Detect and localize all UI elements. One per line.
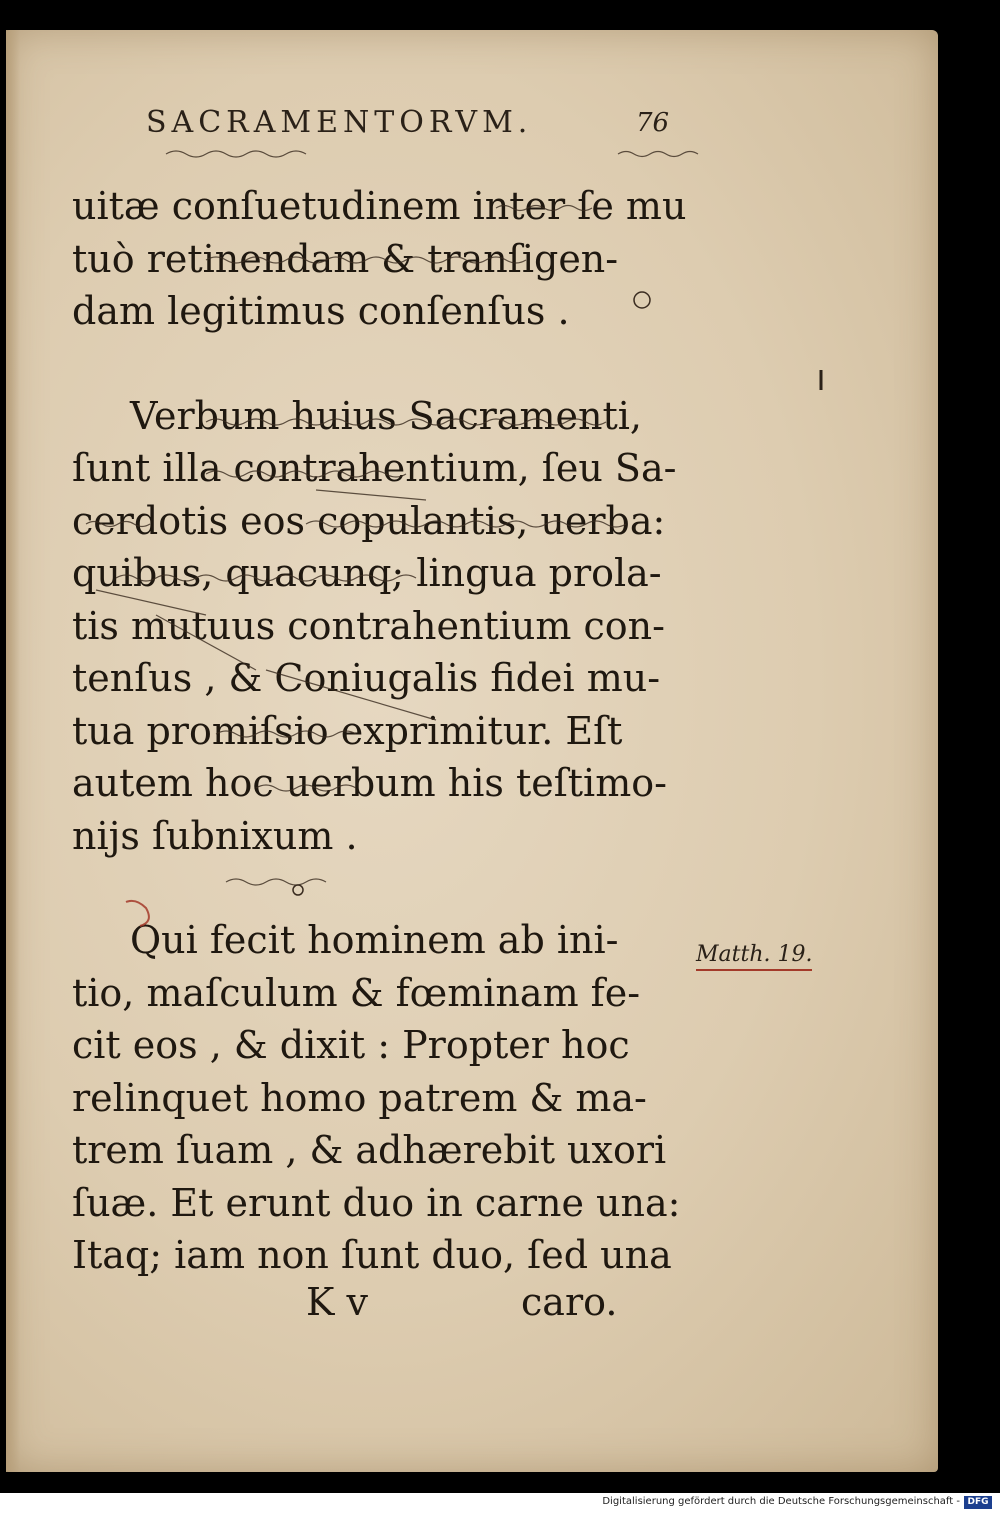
folio-number: 76 bbox=[636, 108, 670, 138]
text-line: tis mutuus contrahentium con- bbox=[72, 603, 665, 648]
interlinear-gloss bbox=[256, 785, 356, 791]
interlinear-gloss bbox=[306, 521, 626, 527]
ink-loop bbox=[293, 885, 303, 895]
underline-stroke bbox=[156, 615, 256, 670]
interlinear-gloss bbox=[618, 152, 698, 157]
ink-loop bbox=[634, 292, 650, 308]
text-line: Qui fecit hominem ab ini- bbox=[130, 918, 619, 962]
text-line: relinquet homo patrem & ma- bbox=[72, 1075, 647, 1120]
underline-stroke bbox=[316, 490, 426, 500]
footer-bar bbox=[0, 1493, 1000, 1513]
text-line: autem hoc uerbum his teſtimo- bbox=[72, 761, 667, 805]
marginal-note: Matth. 19. bbox=[696, 942, 812, 971]
book-page bbox=[6, 30, 938, 1472]
catchword: caro. bbox=[521, 1280, 618, 1324]
text-line: tua promiſsio exprimitur. Eſt bbox=[72, 708, 623, 753]
interlinear-gloss bbox=[206, 257, 526, 263]
interlinear-gloss bbox=[206, 471, 406, 477]
text-line: nijs ſubnixum . bbox=[72, 813, 358, 858]
underline-stroke bbox=[266, 670, 436, 720]
interlinear-gloss bbox=[116, 575, 416, 581]
text-line: tio, maſculum & fœminam fe- bbox=[72, 970, 641, 1015]
interlinear-gloss bbox=[166, 151, 306, 157]
text-line: Verbum huius Sacramenti, bbox=[130, 393, 642, 438]
underline-stroke bbox=[96, 590, 206, 615]
interlinear-gloss bbox=[496, 206, 592, 211]
text-line: cit eos , & dixit : Propter hoc bbox=[72, 1023, 630, 1067]
text-line: Itaq; iam non ſunt duo, ſed una bbox=[72, 1233, 672, 1277]
text-line: trem ſuam , & adhærebit uxori bbox=[72, 1128, 667, 1172]
interlinear-gloss bbox=[216, 731, 356, 737]
text-line: cerdotis eos copulantis, uerba: bbox=[72, 498, 666, 543]
handwritten-annotations bbox=[6, 30, 938, 1472]
funding-credit: Digitalisierung gefördert durch die Deutsche Forschungsgemeinschaft - bbox=[602, 1496, 960, 1507]
text-line: ſuæ. Et erunt duo in carne una: bbox=[72, 1180, 681, 1225]
interlinear-gloss bbox=[226, 879, 326, 885]
text-line: tenſus , & Coniugalis fidei mu- bbox=[72, 656, 661, 700]
running-head: SACRAMENTORVM. bbox=[146, 105, 533, 140]
interlinear-gloss bbox=[86, 522, 150, 527]
text-line: quibus, quacunq; lingua prola- bbox=[72, 551, 662, 595]
signature-mark: K v bbox=[306, 1280, 368, 1324]
text-line: tuò retinendam & tranſigen- bbox=[72, 236, 619, 281]
interlinear-gloss bbox=[206, 419, 606, 425]
dfg-logo: DFG bbox=[964, 1496, 992, 1509]
text-line: dam legitimus conſenſus . bbox=[72, 289, 570, 333]
text-line: uitæ conſuetudinem inter ſe mu bbox=[72, 184, 687, 228]
text-line: ſunt illa contrahentium, ſeu Sa- bbox=[72, 446, 677, 490]
rubric-stroke bbox=[126, 901, 149, 926]
